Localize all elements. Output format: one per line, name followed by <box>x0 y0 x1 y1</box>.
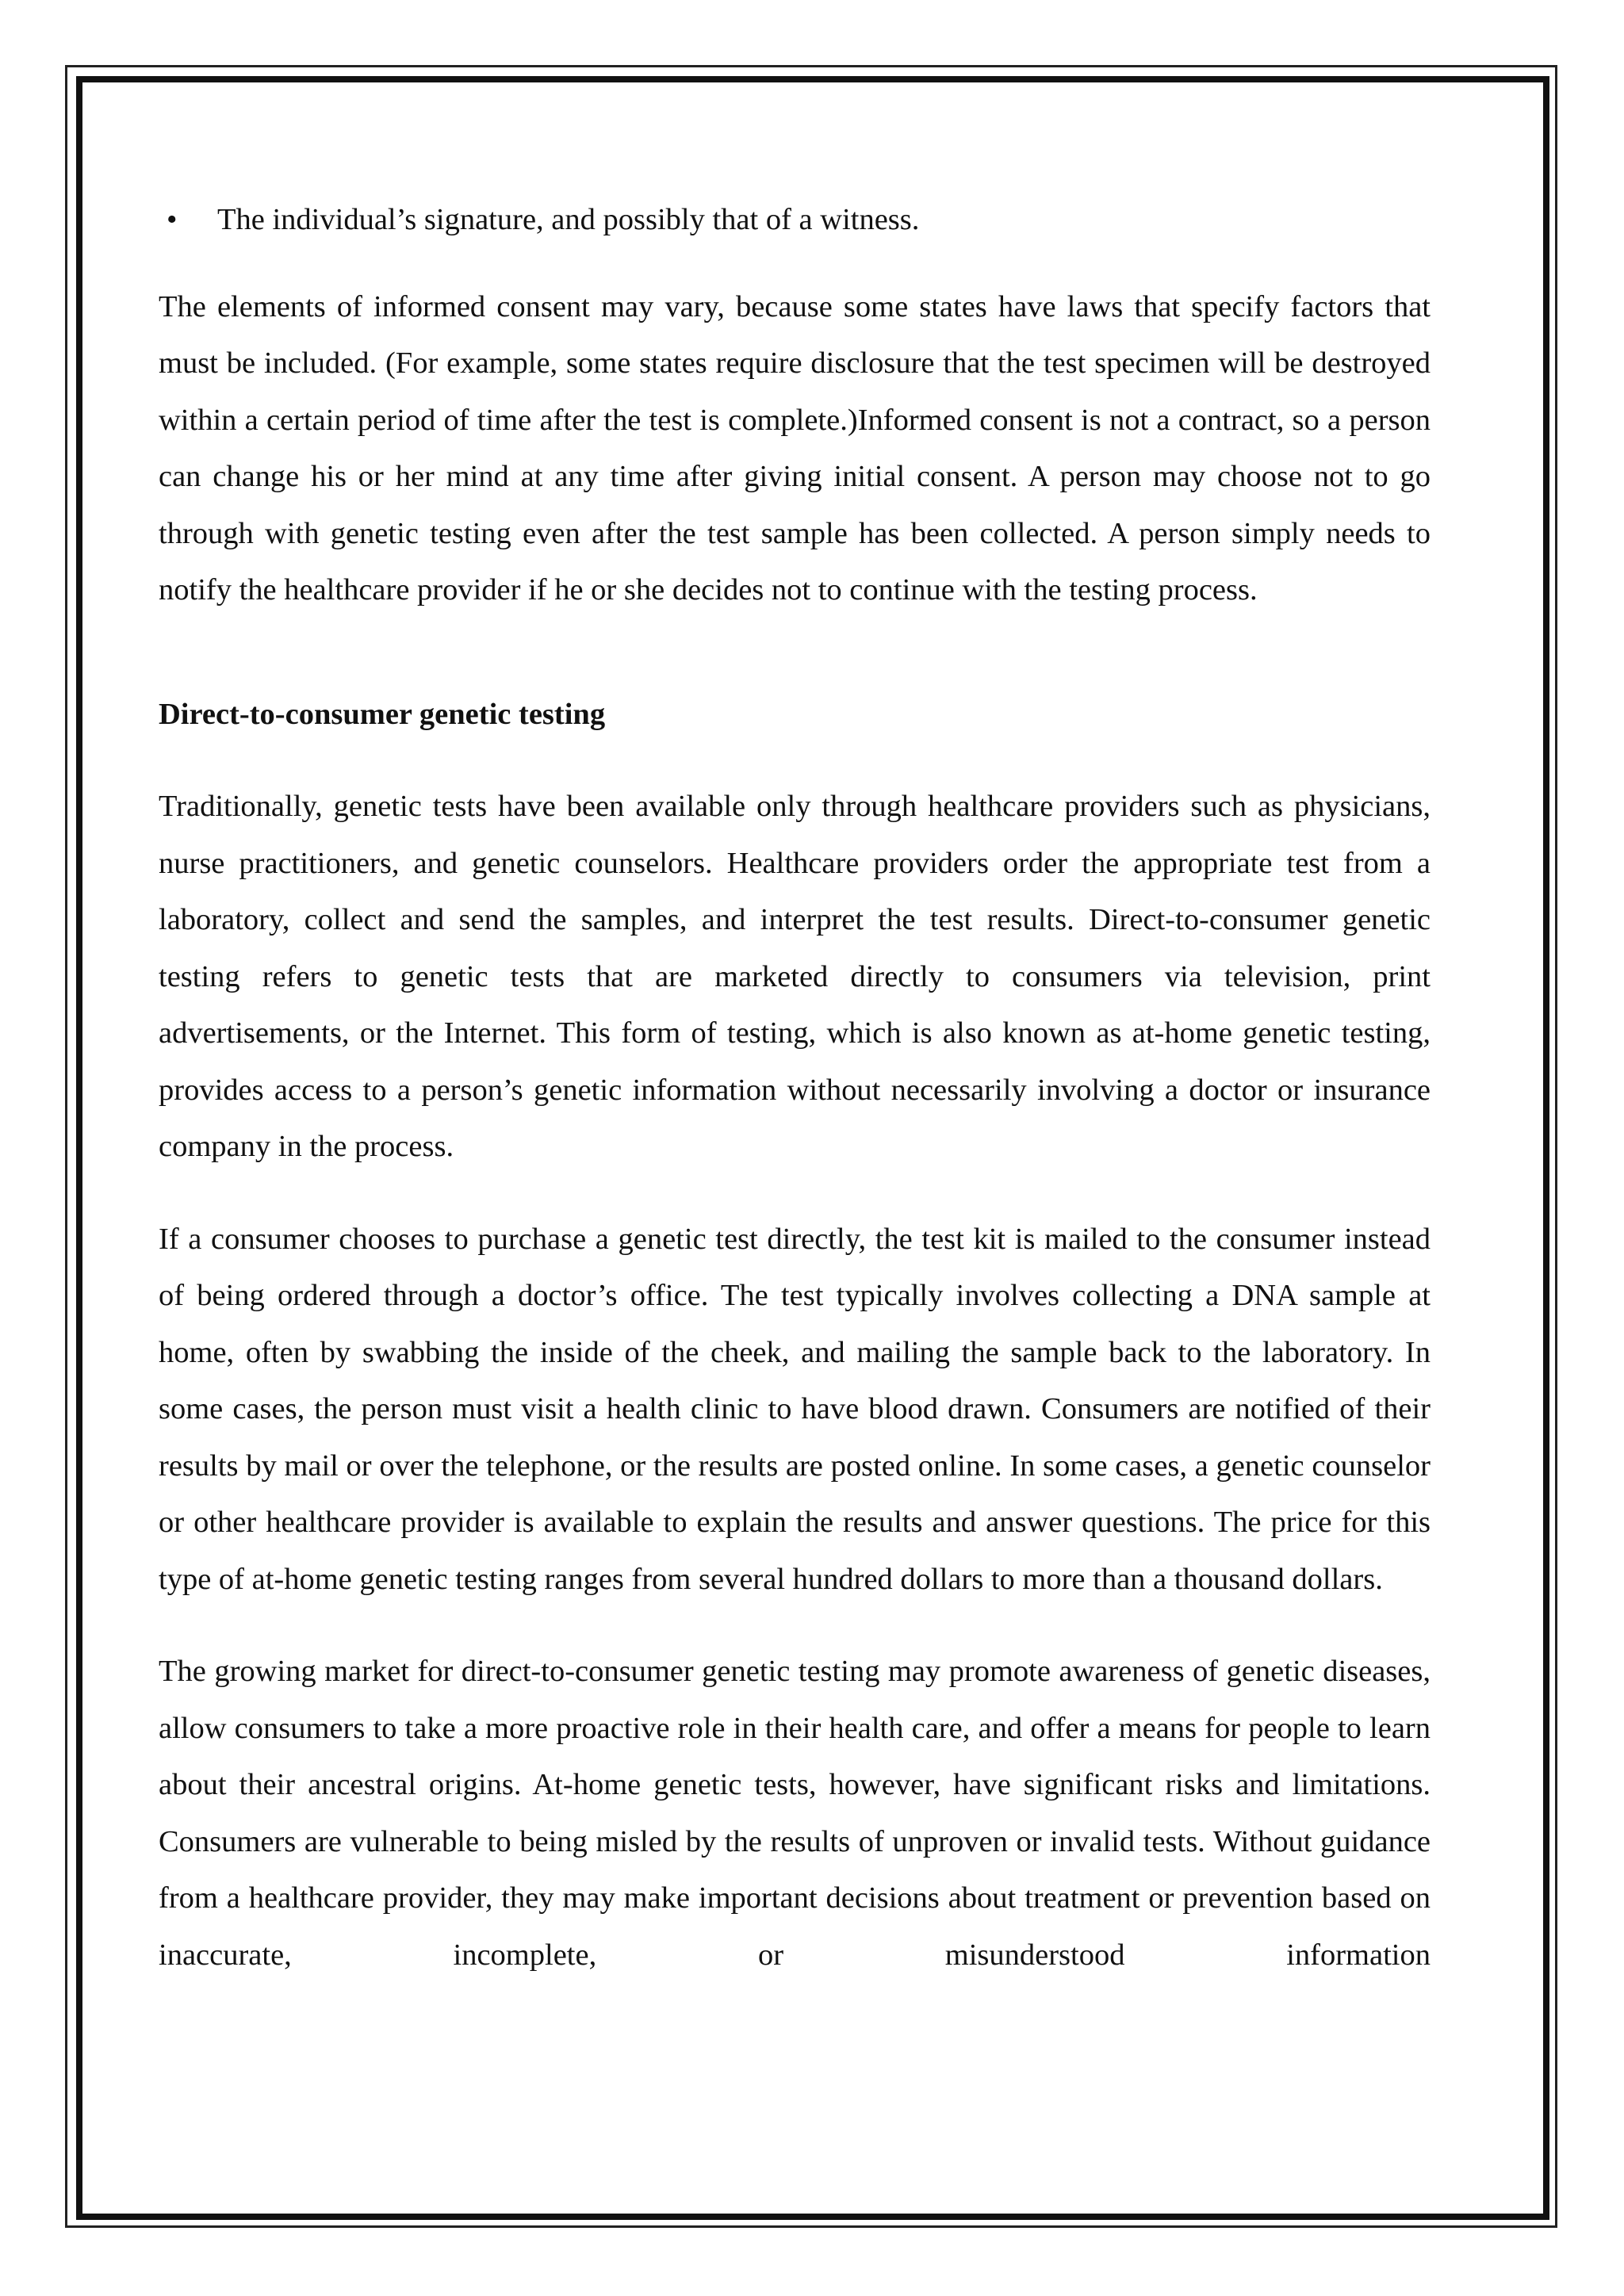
document-body <box>159 192 1431 2019</box>
paragraph-growing-market: The growing market for direct-to-consumer genetic testing may promote awareness of genetic diseases, allow consumers to take a more proactive role in their health care, and offer a means for people to learn about their ancestral origins. At-home genetic tests, however, have significant risks and limitations. Consumers are vulnerable to being misled by the results of unproven or invalid tests. Without guidance from a healthcare provider, they may make important decisions about treatment or prevention based on inaccurate, incomplete, or misunderstood information <box>159 1655 1431 1972</box>
bullet-text: The individual’s signature, and possibly that of a witness. <box>217 203 920 236</box>
paragraph-traditionally: Traditionally, genetic tests have been available only through healthcare providers such as physicians, nurse practitioners, and genetic counselors. Healthcare providers order the appropriate test from a laboratory, collect and send the samples, and interpret the test results. Direct-to-consumer genetic testing refers to genetic tests that are marketed directly to consumers via television, print advertisements, or the Internet. This form of testing, which is also known as at-home genetic testing, provides access to a person’s genetic information without necessarily involving a doctor or insurance company in the process. <box>159 790 1431 1163</box>
section-heading: Direct-to-consumer genetic testing <box>159 697 606 731</box>
paragraph-informed-consent: The elements of informed consent may vary, because some states have laws that specify factors that must be included. (For example, some states require disclosure that the test specimen will be destroyed within a certain period of time after the test is complete.)Informed consent is not a contract, so a person can change his or her mind at any time after giving initial consent. A person may choose not to go through with genetic testing even after the test sample has been collected. A person simply needs to notify the healthcare provider if he or she decides not to continue with the testing process. <box>159 289 1431 607</box>
bullet-icon: • <box>167 203 178 236</box>
bullet-list-item <box>159 192 1431 249</box>
paragraph-consumer-purchase: If a consumer chooses to purchase a genetic test directly, the test kit is mailed to the consumer instead of being ordered through a doctor’s office. The test typically involves collecting a DNA sample at home, often by swabbing the inside of the cheek, and mailing the sample back to the laboratory. In some cases, the person must visit a health clinic to have blood drawn. Consumers are notified of their results by mail or over the telephone, or the results are posted online. In some cases, a genetic counselor or other healthcare provider is available to explain the results and answer questions. The price for this type of at-home genetic testing ranges from several hundred dollars to more than a thousand dollars. <box>159 1222 1431 1596</box>
